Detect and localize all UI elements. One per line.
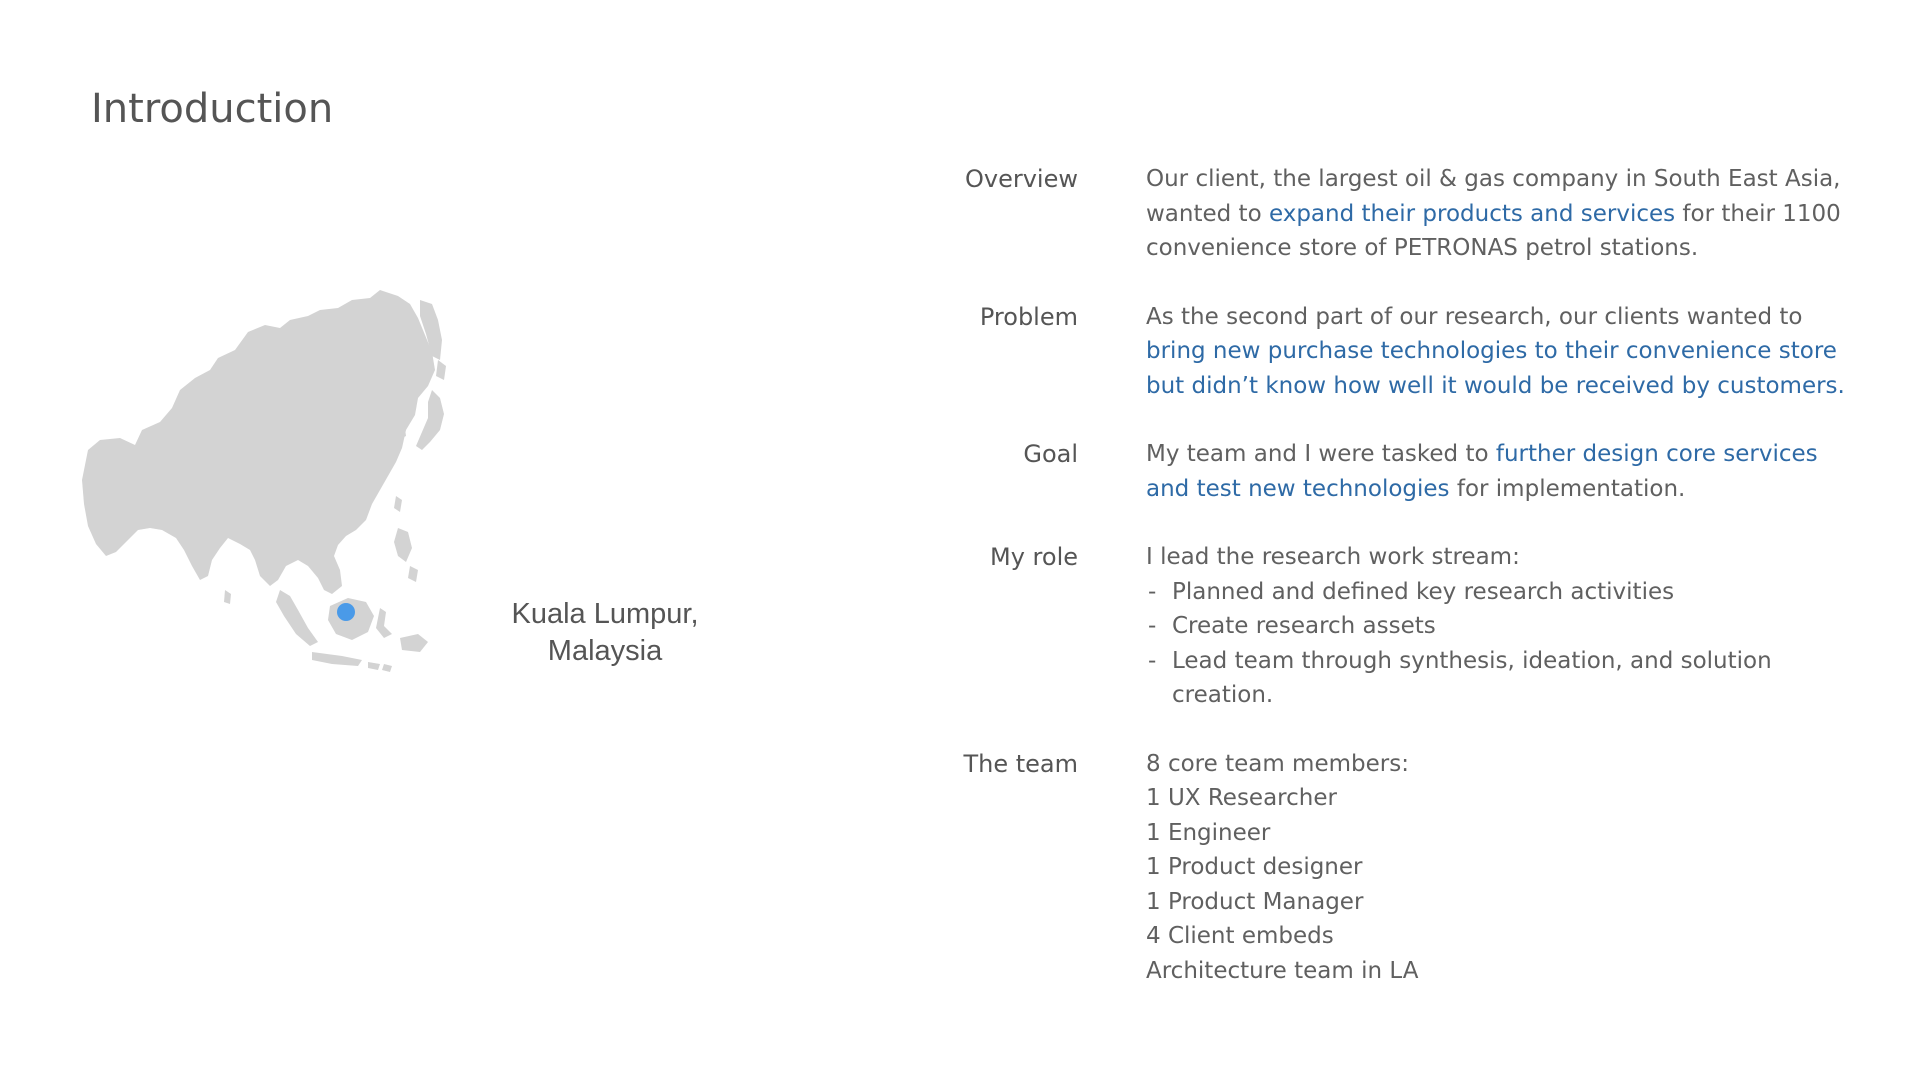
section-body-my-role (1146, 540, 1866, 713)
section-label-goal: Goal (1023, 440, 1078, 468)
section-goal (900, 437, 1900, 506)
section-body-team (1146, 747, 1866, 989)
section-label-problem: Problem (979, 302, 1078, 331)
goal-text-2: for implementation. (1449, 475, 1686, 502)
page-title: Introduction (91, 86, 334, 132)
overview-text-2: for their 1100 convenience store of PETRONAS petrol stations. (1146, 200, 1841, 261)
team-line: 4 Client embeds (1146, 923, 1334, 949)
location-country: Malaysia (547, 635, 663, 667)
my-role-list (1146, 575, 1866, 713)
list-item: - Create research assets (1146, 609, 1866, 644)
problem-highlight: bring new purchase technologies to their convenience store but didn’t know how well it would be received by customers. (1146, 338, 1845, 399)
section-body-overview (1146, 162, 1866, 266)
section-overview (900, 162, 1900, 266)
section-label-overview: Overview (965, 165, 1078, 193)
overview-highlight: expand their products and services (1268, 200, 1676, 227)
location-label (490, 596, 720, 670)
section-problem (900, 300, 1900, 404)
team-line: 1 UX Researcher (1146, 785, 1337, 811)
list-item: - Planned and defined key research activities (1146, 575, 1866, 610)
section-body-problem (1146, 300, 1866, 404)
section-label-my-role: My role (990, 543, 1078, 571)
asia-landmass (82, 290, 446, 672)
asia-map-graphic (80, 290, 490, 690)
problem-text-1: As the second part of our research, our clients wanted to (1146, 303, 1803, 330)
team-line: Architecture team in LA (1146, 957, 1419, 984)
section-team (900, 747, 1900, 989)
overview-text-1: Our client, the largest oil & gas company in South East Asia, wanted to (1146, 166, 1841, 227)
goal-text-1: My team and I were tasked to (1146, 441, 1496, 467)
my-role-intro: I lead the research work stream: (1146, 544, 1520, 570)
location-city: Kuala Lumpur, (511, 598, 699, 630)
intro-sections (900, 162, 1900, 1022)
location-marker (337, 603, 355, 621)
section-body-goal (1146, 437, 1866, 506)
asia-map (80, 290, 490, 690)
team-line: 8 core team members: (1146, 750, 1409, 777)
list-item: - Lead team through synthesis, ideation, and solution creation. (1146, 644, 1866, 713)
section-my-role (900, 540, 1900, 713)
section-label-team: The team (963, 749, 1078, 778)
goal-highlight: further design core services and test new technologies (1146, 441, 1818, 502)
team-line: 1 Product designer (1146, 854, 1363, 880)
team-line: 1 Product Manager (1146, 888, 1364, 915)
team-line: 1 Engineer (1146, 819, 1271, 846)
